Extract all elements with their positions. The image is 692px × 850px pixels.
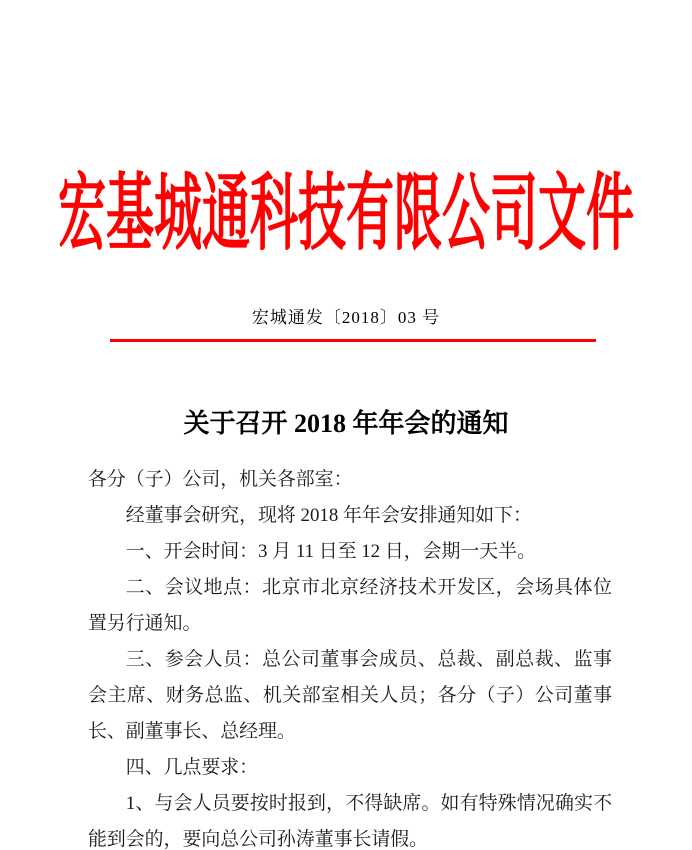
doc-number: 宏城通发〔2018〕03 号 <box>251 308 441 327</box>
red-separator-line <box>110 339 596 342</box>
body-paragraph-requirement-1: 1、与会人员要按时报到，不得缺席。如有特殊情况确实不能到会的，要向总公司孙涛董事长请假。 <box>88 793 612 850</box>
body-paragraph-salutation: 各分（子）公司，机关各部室： <box>88 469 353 490</box>
org-title: 宏基城通科技有限公司文件 <box>57 168 634 261</box>
body-paragraph-intro: 经董事会研究，现将 2018 年年会安排通知如下： <box>125 505 532 526</box>
body-paragraph-item-1-time: 一、开会时间：3 月 11 日至 12 日，会期一天半。 <box>125 541 536 562</box>
body-paragraph-item-3-attendees: 三、参会人员：总公司董事会成员、总裁、副总裁、监事会主席、财务总监、机关部室相关人员；各分（子）公司董事长、副董事长、总经理。 <box>88 649 612 742</box>
notice-body <box>88 462 612 850</box>
body-paragraph-item-4-requirements: 四、几点要求： <box>125 757 259 778</box>
notice-title: 关于召开 2018 年年会的通知 <box>183 409 509 438</box>
body-paragraph-item-2-location: 二、会议地点：北京市北京经济技术开发区，会场具体位置另行通知。 <box>88 577 612 634</box>
